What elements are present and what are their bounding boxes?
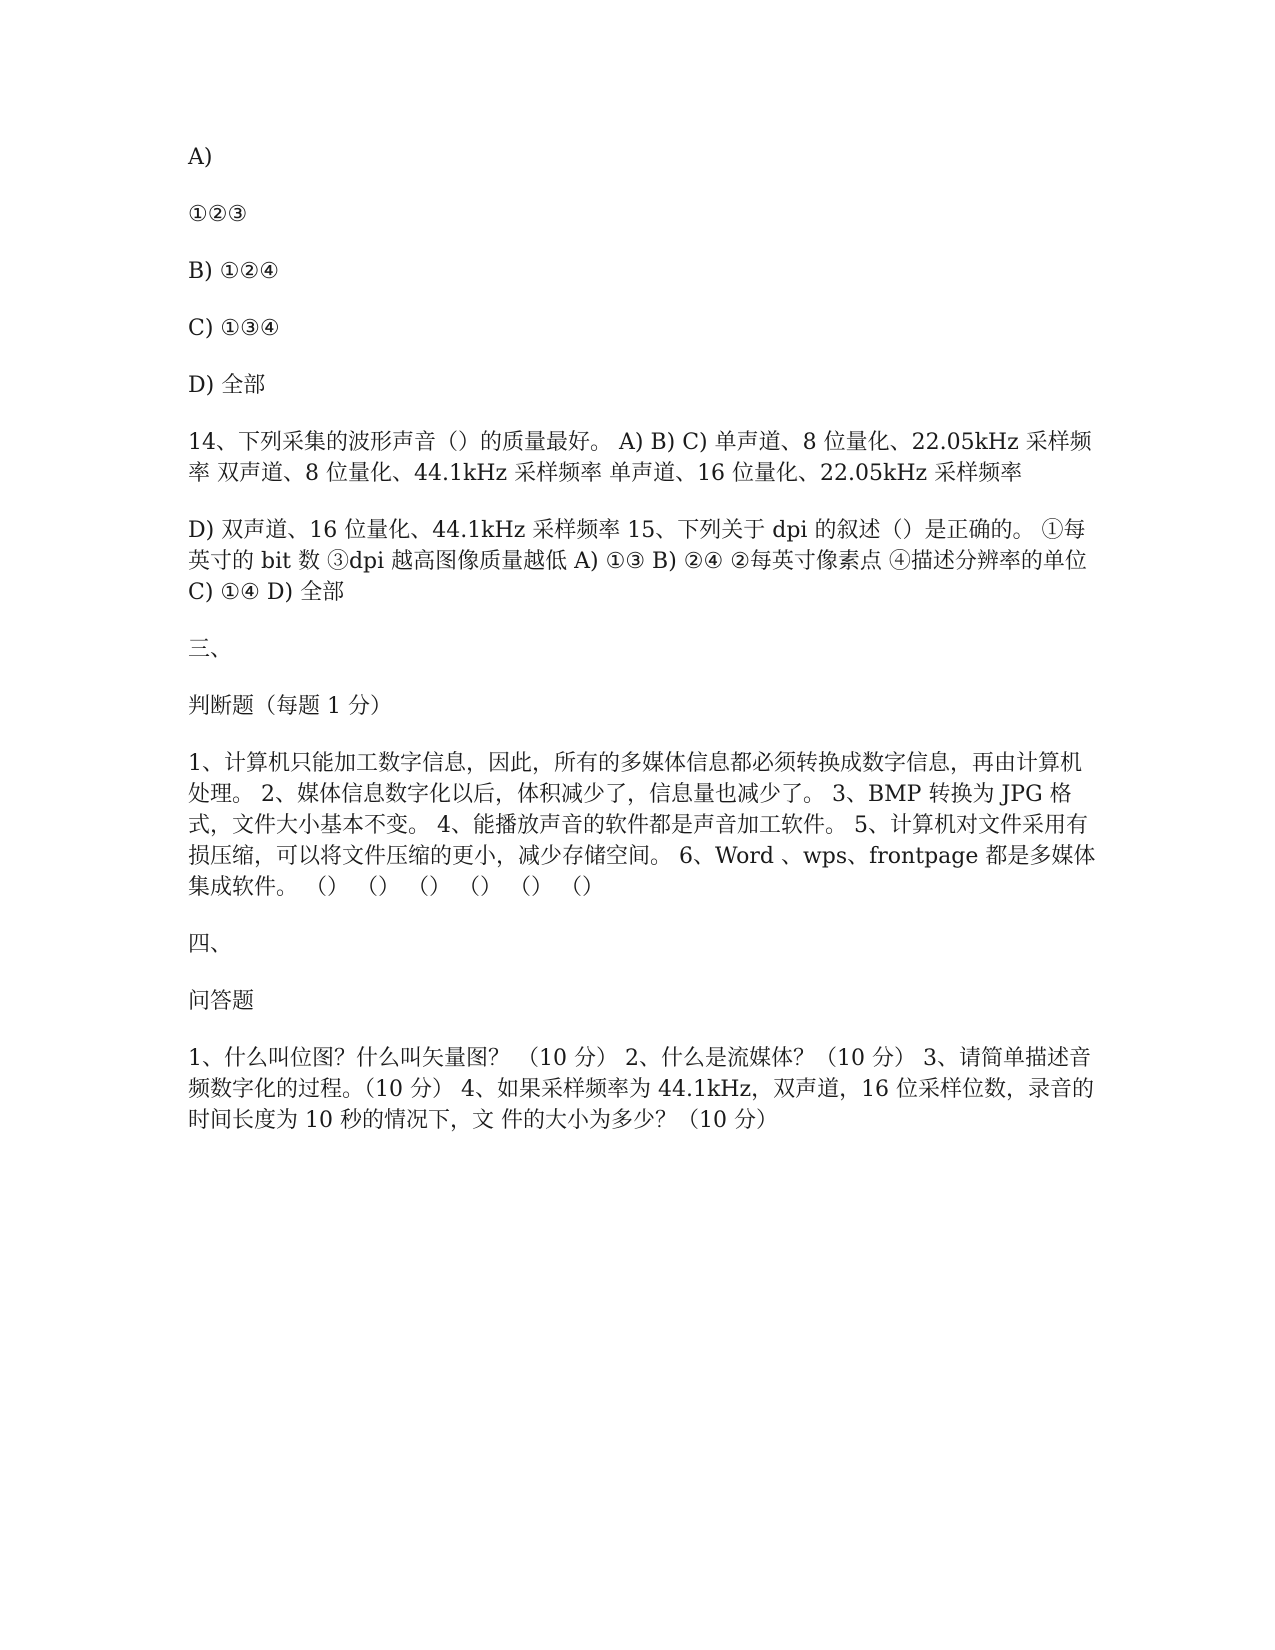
option-a-items: ①②③ xyxy=(188,202,248,227)
question-14: 14、下列采集的波形声音（）的质量最好。 A) B) C) 单声道、8 位量化、22.05kHz 采样频率 双声道、8 位量化、44.1kHz 采样频率 单声道、16 位量化、22.05kHz 采样频率 xyxy=(188,430,1092,486)
document-body xyxy=(188,142,1103,1162)
option-a-label: A) xyxy=(188,145,213,170)
section-four-title: 问答题 xyxy=(188,989,255,1014)
section-three-number: 三、 xyxy=(188,637,233,662)
option-d: D) 全部 xyxy=(188,373,266,398)
true-false-questions: 1、计算机只能加工数字信息，因此，所有的多媒体信息都必须转换成数字信息，再由计算机 处理。 2、媒体信息数字化以后，体积减少了，信息量也减少了。 3、BMP 转换为 JPG 格式，文件大小基本不变。 4、能播放声音的软件都是声音加工软件。 5、计算机对文件采用有损压缩，可以将文件压缩的更小，减少存储空间。 6、Word 、wps、frontpage 都是多媒体集成软件。 （） （） （） （） （） （） xyxy=(188,751,1096,900)
option-b: B) ①②④ xyxy=(188,259,279,284)
option-c: C) ①③④ xyxy=(188,316,280,341)
section-four-number: 四、 xyxy=(188,932,233,957)
section-three-title: 判断题（每题 1 分） xyxy=(188,694,392,719)
essay-questions: 1、什么叫位图？什么叫矢量图？ （10 分） 2、什么是流媒体？（10 分） 3、请简单描述音频数字化的过程。（10 分） 4、如果采样频率为 44.1kHz，双声道，16 位采样位数，录音的时间长度为 10 秒的情况下，文 件的大小为多少？（10 分） xyxy=(188,1046,1095,1133)
question-15: D) 双声道、16 位量化、44.1kHz 采样频率 15、下列关于 dpi 的叙述（）是正确的。 ①每英寸的 bit 数 ③dpi 越高图像质量越低 A) ①③ B) ②④ ②每英寸像素点 ④描述分辨率的单位 C) ①④ D) 全部 xyxy=(188,518,1087,605)
